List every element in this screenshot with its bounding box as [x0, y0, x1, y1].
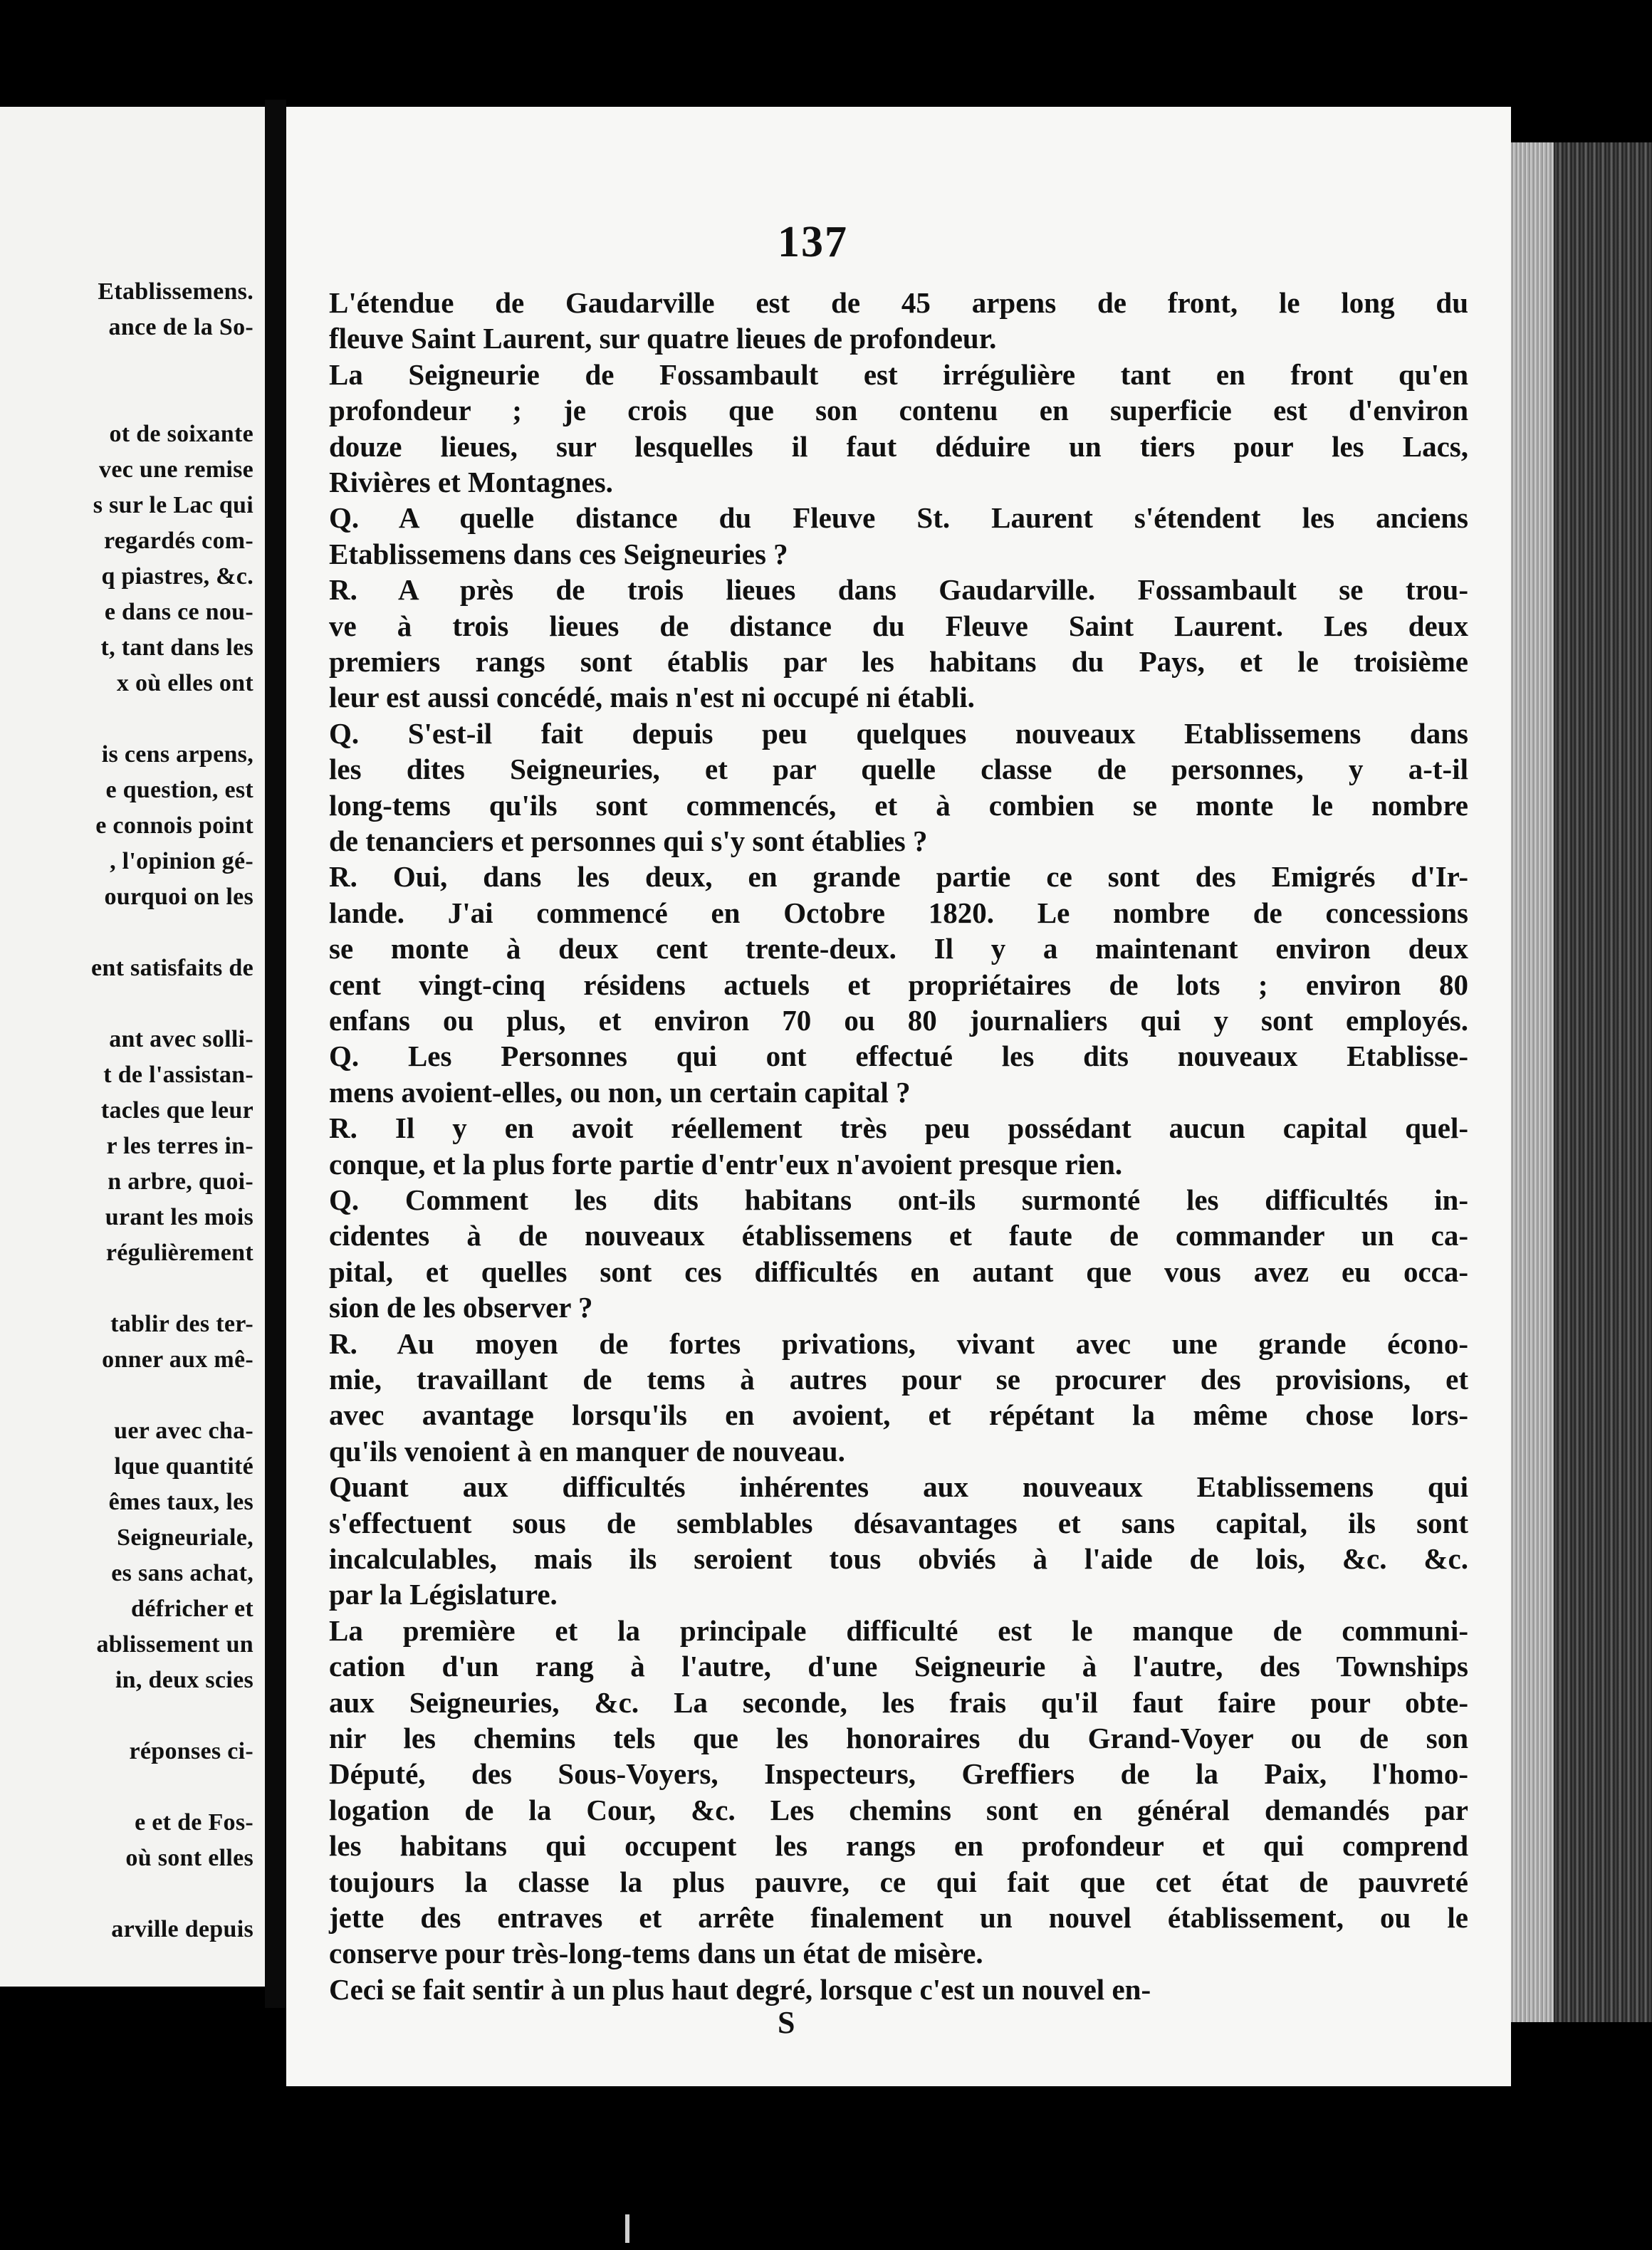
left-page	[0, 107, 265, 1987]
left-page-line: e question, est	[105, 777, 253, 803]
text-line: Q. S'est-il fait depuis peu quelques nouveaux Etablissemens dans	[329, 716, 1468, 750]
text-line: R. Au moyen de fortes privations, vivant avec une grande écono-	[329, 1327, 1468, 1360]
left-page-line: is cens arpens,	[101, 741, 253, 768]
text-line: jette des entraves et arrête finalement un nouvel établissement, ou le	[329, 1901, 1468, 1934]
text-line: incalculables, mais ils seroient tous obviés à l'aide de lois, &c. &c.	[329, 1542, 1468, 1575]
left-page-line: ourquoi on les	[104, 884, 253, 910]
left-page-line: , l'opinion gé-	[110, 848, 253, 874]
book-gutter	[265, 100, 286, 2008]
left-page-line: ant avec solli-	[109, 1026, 253, 1052]
text-line: de tenanciers et personnes qui s'y sont établies ?	[329, 825, 928, 857]
left-page-line: vec une remise	[99, 456, 253, 483]
left-page-line: urant les mois	[105, 1204, 253, 1230]
left-page-line: ot de soixante	[109, 421, 253, 447]
left-page-line: t, tant dans les	[100, 634, 253, 661]
text-line: L'étendue de Gaudarville est de 45 arpens de front, le long du	[329, 286, 1468, 319]
text-line: qu'ils venoient à en manquer de nouveau.	[329, 1434, 845, 1467]
left-page-line: tablir des ter-	[110, 1311, 253, 1337]
text-line: aux Seigneuries, &c. La seconde, les frais qu'il faut faire pour obte-	[329, 1685, 1468, 1719]
text-line: mens avoient-elles, ou non, un certain capital ?	[329, 1075, 911, 1109]
left-page-line: où sont elles	[125, 1845, 253, 1871]
text-line: par la Législature.	[329, 1578, 558, 1611]
left-page-line: arville depuis	[111, 1916, 253, 1942]
text-line: Etablissemens dans ces Seigneuries ?	[329, 537, 788, 570]
text-line: les habitans qui occupent les rangs en profondeur et qui comprend	[329, 1829, 1468, 1863]
text-line: Député, des Sous-Voyers, Inspecteurs, Greffiers de la Paix, l'homo-	[329, 1757, 1468, 1791]
text-line: fleuve Saint Laurent, sur quatre lieues de profondeur.	[329, 322, 997, 355]
text-line: R. Il y en avoit réellement très peu possédant aucun capital quel-	[329, 1111, 1468, 1145]
left-page-line: e dans ce nou-	[104, 599, 253, 625]
text-line: profondeur ; je crois que son contenu en superficie est d'environ	[329, 394, 1468, 427]
left-page-line: régulièrement	[105, 1240, 253, 1266]
text-line: Q. A quelle distance du Fleuve St. Laurent s'étendent les anciens	[329, 501, 1468, 535]
text-line: se monte à deux cent trente-deux. Il y a maintenant environ deux	[329, 932, 1468, 966]
left-page-line: ent satisfaits de	[91, 955, 253, 981]
text-line: Rivières et Montagnes.	[329, 466, 613, 498]
text-line: Q. Comment les dits habitans ont-ils surmonté les difficultés in-	[329, 1183, 1468, 1216]
left-page-line: s sur le Lac qui	[93, 492, 253, 518]
left-page-line: lque quantité	[114, 1453, 253, 1480]
page-edges-highlight	[1511, 142, 1554, 2022]
text-line: lande. J'ai commencé en Octobre 1820. Le nombre de concessions	[329, 896, 1468, 929]
text-line: enfans ou plus, et environ 70 ou 80 journaliers qui y sont employés.	[329, 1004, 1468, 1037]
text-line: Quant aux difficultés inhérentes aux nouveaux Etablissemens qui	[329, 1470, 1468, 1504]
left-page-line: es sans achat,	[111, 1560, 253, 1586]
text-line: sion de les observer ?	[329, 1291, 593, 1324]
page-number: 137	[778, 218, 848, 266]
text-line: Ceci se fait sentir à un plus haut degré, lorsque c'est un nouvel en-	[329, 1972, 1151, 2006]
left-page-line: n arbre, quoi-	[108, 1168, 253, 1195]
text-line: leur est aussi concédé, mais n'est ni occupé ni établi.	[329, 681, 975, 714]
left-page-line: réponses ci-	[129, 1738, 253, 1764]
left-page-line: e connois point	[95, 812, 253, 839]
text-line: s'effectuent sous de semblables désavantages et sans capital, ils sont	[329, 1506, 1468, 1539]
text-line: Q. Les Personnes qui ont effectué les dits nouveaux Etablisse-	[329, 1040, 1468, 1073]
left-page-line: défricher et	[131, 1596, 253, 1622]
left-page-line: x où elles ont	[116, 670, 253, 696]
left-page-line: Etablissemens.	[98, 278, 253, 305]
text-line: douze lieues, sur lesquelles il faut déduire un tiers pour les Lacs,	[329, 429, 1468, 463]
right-page	[286, 107, 1511, 2086]
text-line: mie, travaillant de tems à autres pour se procurer des provisions, et	[329, 1363, 1468, 1396]
left-page-line: tacles que leur	[100, 1097, 253, 1124]
text-line: cation d'un rang à l'autre, d'une Seigneurie à l'autre, des Townships	[329, 1650, 1468, 1683]
text-line: long-tems qu'ils sont commencés, et à combien se monte le nombre	[329, 788, 1468, 822]
left-page-line: ablissement un	[96, 1631, 253, 1658]
text-line: R. Oui, dans les deux, en grande partie ce sont des Emigrés d'Ir-	[329, 860, 1468, 894]
text-line: conserve pour très-long-tems dans un état de misère.	[329, 1937, 983, 1970]
left-page-line: êmes taux, les	[108, 1489, 253, 1515]
text-line: ve à trois lieues de distance du Fleuve Saint Laurent. Les deux	[329, 609, 1468, 642]
left-page-line: in, deux scies	[115, 1667, 253, 1693]
left-page-line: uer avec cha-	[114, 1418, 253, 1444]
text-line: La première et la principale difficulté est le manque de communi-	[329, 1613, 1468, 1647]
left-page-line: t de l'assistan-	[103, 1062, 253, 1088]
text-line: cent vingt-cinq résidens actuels et propriétaires de lots ; environ 80	[329, 968, 1468, 1001]
bottom-mark	[625, 2214, 629, 2243]
left-page-line: r les terres in-	[106, 1133, 253, 1159]
text-line: pital, et quelles sont ces difficultés en autant que vous avez eu occa-	[329, 1255, 1468, 1288]
text-line: nir les chemins tels que les honoraires du Grand-Voyer ou de son	[329, 1722, 1468, 1754]
text-line: cidentes à de nouveaux établissemens et faute de commander un ca-	[329, 1219, 1468, 1252]
left-page-line: Seigneuriale,	[117, 1524, 253, 1551]
left-page-line: regardés com-	[103, 528, 253, 554]
signature-mark: S	[778, 2005, 795, 2040]
left-page-line: onner aux mê-	[102, 1346, 253, 1373]
left-page-line: e et de Fos-	[135, 1809, 253, 1836]
text-line: conque, et la plus forte partie d'entr'eux n'avoient presque rien.	[329, 1147, 1123, 1181]
text-line: les dites Seigneuries, et par quelle classe de personnes, y a-t-il	[329, 753, 1468, 786]
text-line: logation de la Cour, &c. Les chemins sont en général demandés par	[329, 1793, 1468, 1826]
text-line: La Seigneurie de Fossambault est irrégulière tant en front qu'en	[329, 357, 1468, 391]
left-page-line: q piastres, &c.	[101, 563, 253, 590]
text-line: toujours la classe la plus pauvre, ce qui fait que cet état de pauvreté	[329, 1865, 1468, 1898]
text-line: avec avantage lorsqu'ils en avoient, et répétant la même chose lors-	[329, 1398, 1468, 1432]
left-page-line: ance de la So-	[108, 314, 253, 340]
text-line: R. A près de trois lieues dans Gaudarville. Fossambault se trou-	[329, 573, 1468, 607]
text-line: premiers rangs sont établis par les habitans du Pays, et le troisième	[329, 645, 1468, 678]
